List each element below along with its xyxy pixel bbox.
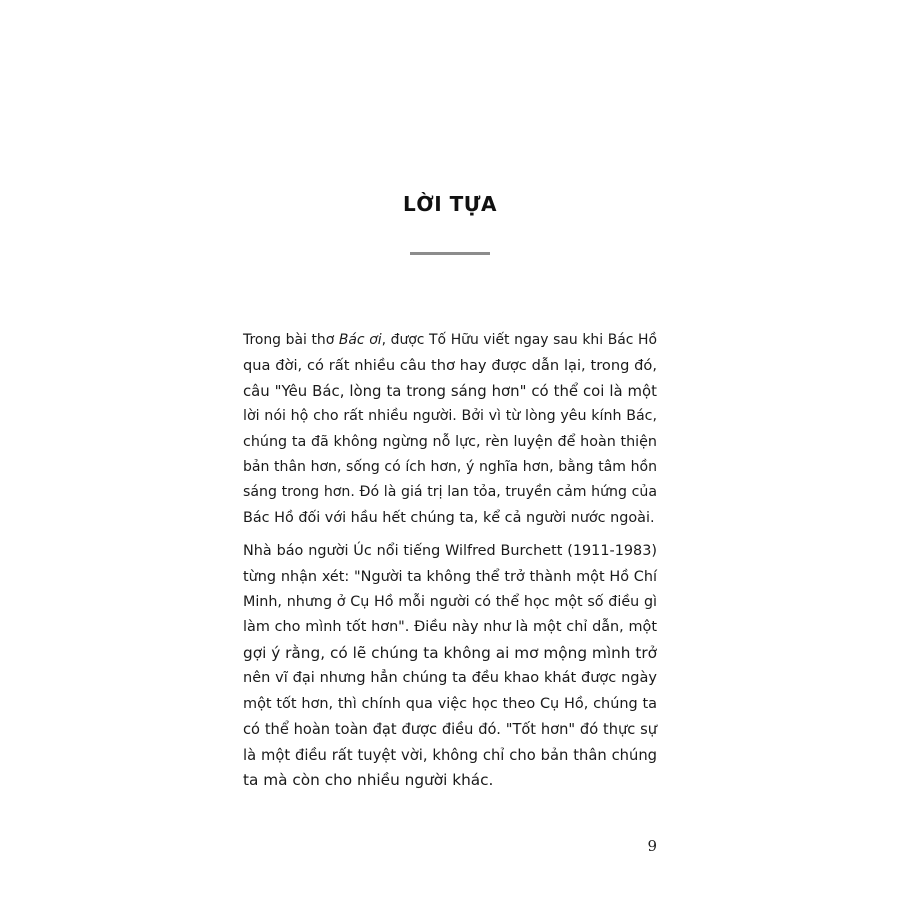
text-run: , được Tố Hữu viết ngay sau khi Bác Hồ [381, 332, 658, 348]
text-line: Minh, nhưng ở Cụ Hồ mỗi người có thể học một số điều gì [243, 594, 657, 611]
text-run: Trong bài thơ [243, 332, 339, 348]
text-line: có thể hoàn toàn đạt được điều đó. "Tốt hơn" đó thực sự [243, 721, 657, 739]
text-line: Bác Hồ đối với hầu hết chúng ta, kể cả người nước ngoài. [243, 509, 655, 526]
chapter-title: LỜI TỰA [403, 192, 497, 216]
page-number: 9 [647, 837, 657, 855]
text-line: lời nói hộ cho rất nhiều người. Bởi vì từ lòng yêu kính Bác, [243, 408, 657, 425]
title-divider [410, 252, 490, 255]
text-line: làm cho mình tốt hơn". Điều này như là một chỉ dẫn, một [243, 619, 657, 636]
text-line: là một điều rất tuyệt vời, không chỉ cho bản thân chúng [243, 746, 657, 764]
text-line: bản thân hơn, sống có ích hơn, ý nghĩa hơn, bằng tâm hồn [243, 459, 657, 476]
text-line [243, 328, 657, 353]
paragraph-2 [243, 539, 657, 793]
text-line: từng nhận xét: "Người ta không thể trở thành một Hồ Chí [243, 568, 657, 585]
text-line: một tốt hơn, thì chính qua việc học theo Cụ Hồ, chúng ta [243, 695, 657, 712]
text-line: qua đời, có rất nhiều câu thơ hay được dẫn lại, trong đó, [243, 357, 657, 375]
text-line: gợi ý rằng, có lẽ chúng ta không ai mơ mộng mình trở [243, 643, 657, 662]
text-line: câu "Yêu Bác, lòng ta trong sáng hơn" có thể coi là một [243, 381, 657, 400]
text-line: nên vĩ đại nhưng hẳn chúng ta đều khao khát được ngày [243, 670, 657, 687]
paragraph-1 [243, 328, 657, 531]
text-line: ta mà còn cho nhiều người khác. [243, 770, 494, 789]
text-line: Nhà báo người Úc nổi tiếng Wilfred Burchett (1911-1983) [243, 543, 657, 560]
poem-title: Bác ơi [338, 332, 382, 348]
text-line: sáng trong hơn. Đó là giá trị lan tỏa, truyền cảm hứng của [243, 484, 657, 501]
text-line: chúng ta đã không ngừng nỗ lực, rèn luyện để hoàn thiện [243, 433, 657, 450]
body-text [243, 328, 657, 801]
